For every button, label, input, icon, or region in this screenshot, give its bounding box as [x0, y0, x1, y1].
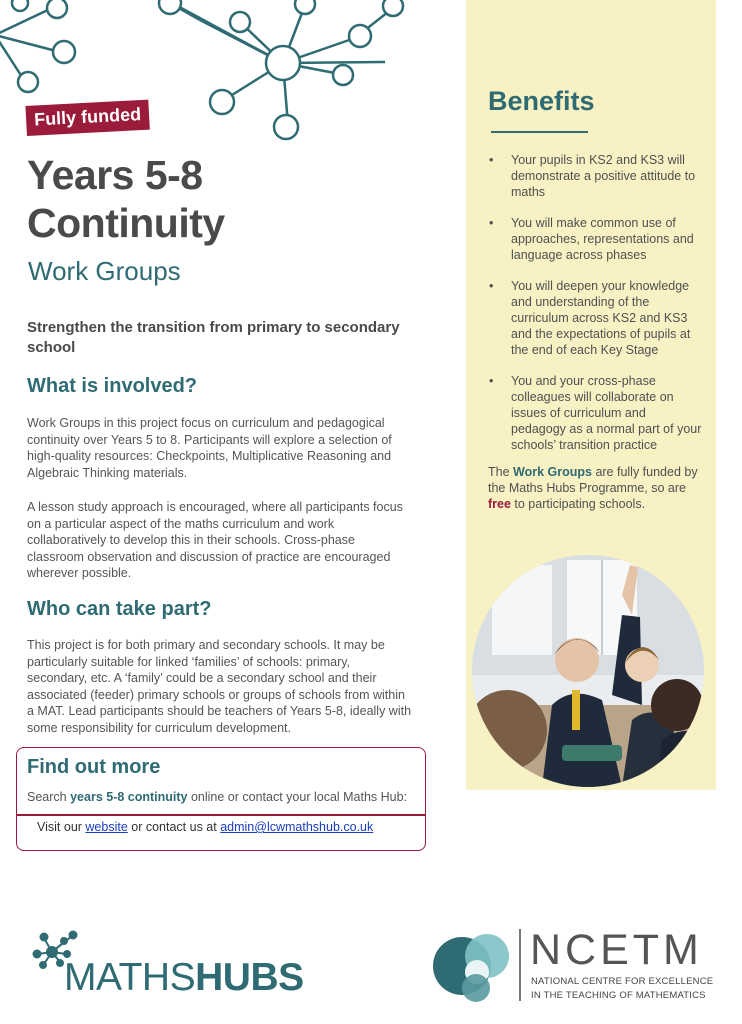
find-search-text	[27, 790, 407, 804]
benefit-item	[489, 373, 703, 453]
involved-paragraph-2: A lesson study approach is encouraged, where all participants focus on a particular aspect of the maths curriculum and work collaboratively to develop this in their schools. Cross-phase classroom observation and discussion of practice are encouraged wherever possible.	[27, 500, 403, 580]
title-line-2: Continuity	[27, 200, 225, 246]
ncetm-tagline-2: IN THE TEACHING OF MATHEMATICS	[531, 990, 706, 1001]
benefit-text: You will make common use of approaches, representations and language across phases	[511, 216, 694, 262]
note-work-groups: Work Groups	[513, 465, 592, 479]
contact-middle: or contact us at	[127, 820, 221, 834]
contact-prefix: Visit our	[37, 820, 86, 834]
benefit-item	[489, 278, 703, 358]
bullet-icon: •	[489, 374, 494, 388]
benefits-heading: Benefits	[488, 86, 595, 116]
find-out-more-heading: Find out more	[27, 756, 161, 778]
search-term: years 5-8 continuity	[70, 790, 188, 804]
who-heading: Who can take part?	[27, 598, 212, 620]
website-link[interactable]: website	[85, 820, 128, 834]
note-part: are fully funded by the Maths Hubs Programme, so are	[488, 465, 698, 495]
benefit-text: You and your cross-phase colleagues will collaborate on issues of curriculum and pedagogy as a normal part of your schools’ transition practice	[511, 374, 702, 452]
benefits-divider	[491, 131, 588, 133]
benefit-item	[489, 152, 703, 200]
email-link[interactable]: admin@lcwmathshub.co.uk	[220, 820, 374, 834]
ncetm-logo-icon	[432, 928, 518, 1006]
page-subtitle: Work Groups	[28, 256, 181, 286]
bullet-icon: •	[489, 279, 494, 293]
maths-word: MATHS	[64, 956, 196, 999]
classroom-photo	[472, 555, 704, 787]
who-paragraph: This project is for both primary and secondary schools. It may be particularly suitable for linked ‘families’ of schools: primary, secondary, etc. A ‘family’ could be a secondary school and their associated (feeder) primary schools or groups of schools from within a MAT. Lead participants should be teachers of Years 5-8, ideally with some responsibility for curriculum development.	[27, 638, 412, 735]
page-title	[27, 151, 447, 247]
benefit-item	[489, 215, 703, 263]
involved-heading: What is involved?	[27, 375, 198, 397]
note-free: free	[488, 497, 511, 511]
ncetm-wordmark: NCETM	[530, 926, 703, 974]
note-part: The	[488, 465, 514, 479]
lead-text: Strengthen the transition from primary to secondary school	[27, 319, 400, 356]
bullet-icon: •	[489, 153, 494, 167]
involved-paragraph-1: Work Groups in this project focus on curriculum and pedagogical continuity over Years 5 to 8. Participants will explore a selection of high-quality resources: Checkpoints, Multiplicative Reasoning and Algebraic Thinking materials.	[27, 416, 392, 480]
bullet-icon: •	[489, 216, 494, 230]
hubs-word: HUBS	[195, 956, 304, 999]
maths-hubs-wordmark	[64, 956, 304, 1000]
ncetm-tagline-1: NATIONAL CENTRE FOR EXCELLENCE	[531, 976, 714, 987]
find-divider	[17, 814, 425, 816]
benefit-text: You will deepen your knowledge and understanding of the curriculum across KS2 and KS3 and the expectations of pupils at the end of each Key Stage	[511, 279, 691, 357]
fully-funded-badge: Fully funded	[25, 100, 149, 136]
find-out-more-box	[16, 747, 426, 851]
ncetm-separator	[519, 929, 521, 1001]
funding-note	[488, 464, 706, 512]
benefit-text: Your pupils in KS2 and KS3 will demonstrate a positive attitude to maths	[511, 153, 696, 199]
note-part: to participating schools.	[510, 497, 646, 511]
title-line-1: Years 5-8	[27, 152, 203, 198]
benefits-list	[489, 152, 703, 468]
search-prefix: Search	[27, 790, 71, 804]
search-suffix: online or contact your local Maths Hub:	[187, 790, 408, 804]
find-contact-text	[37, 820, 373, 834]
